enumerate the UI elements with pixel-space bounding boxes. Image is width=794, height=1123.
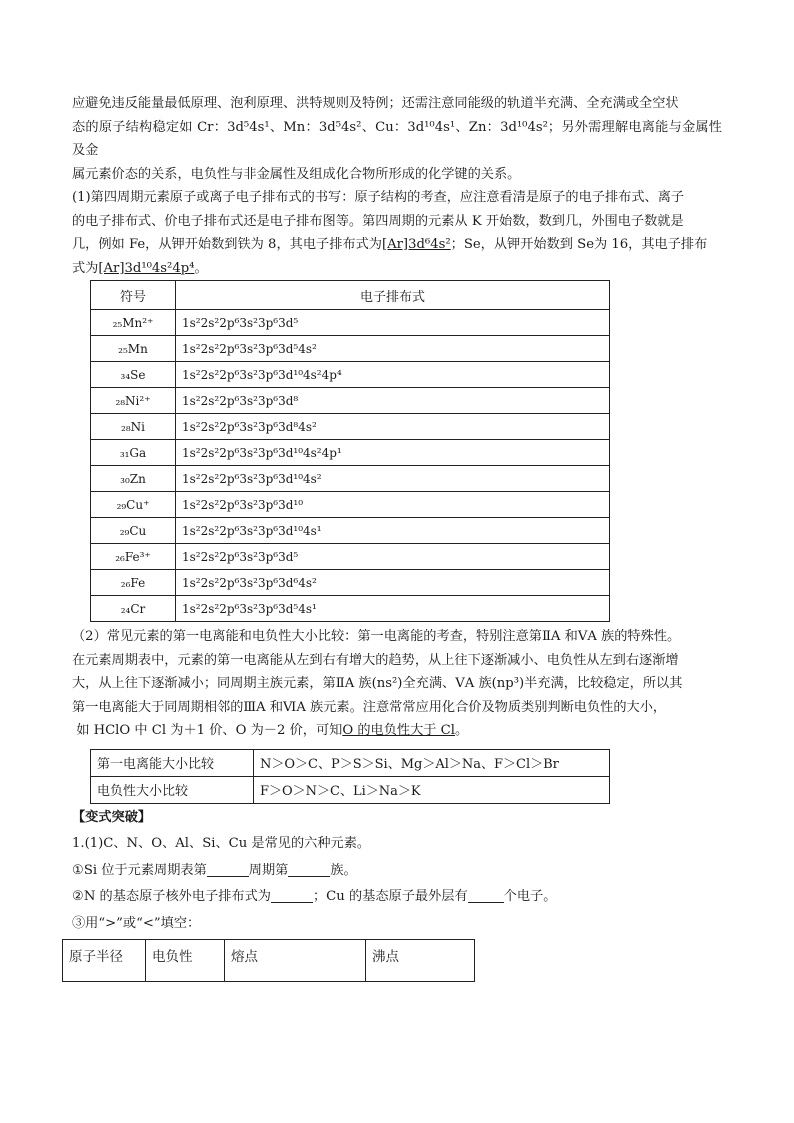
question-text: ；Cu 的基态原子最外层有 xyxy=(313,889,468,904)
section1-line-3 xyxy=(72,233,722,257)
configuration-cell: 1s²2s²2p⁶3s²3p⁶3d¹⁰4s²4p¹ xyxy=(176,440,610,466)
section1-line-2: 的电子排布式、价电子排布式还是电子排布图等。第四周期的元素从 K 开始数，数到几，外围电子数就是 xyxy=(72,213,684,229)
answer-blank-configuration[interactable] xyxy=(271,888,313,903)
comparison-value: F＞O＞N＞C、Li＞Na＞K xyxy=(254,776,610,803)
answer-blank-electrons[interactable] xyxy=(468,888,504,903)
intro-line-3: 属元素价态的关系，电负性与非金属性及组成化合物所形成的化学键的关系。 xyxy=(72,166,521,182)
section1-line-1: (1)第四周期元素原子或离子电子排布式的书写：原子结构的考查，应注意看清是原子的电子排布式、离子 xyxy=(72,190,685,205)
symbol-cell: ₂₈Ni²⁺ xyxy=(91,388,176,414)
comparison-label: 电负性大小比较 xyxy=(91,776,254,803)
section1-text: 几，例如 Fe，从钾开始数到铁为 8，其电子排布式为 xyxy=(72,237,382,252)
symbol-cell: ₂₅Mn xyxy=(91,336,176,362)
table-row xyxy=(63,940,475,982)
table-row xyxy=(91,466,610,492)
section2-line-1: （2）常见元素的第一电离能和电负性大小比较：第一电离能的考查，特别注意第ⅡA 和ⅤA 族的特殊性。 xyxy=(72,629,681,644)
header-atomic-radius: 原子半径 xyxy=(63,940,146,982)
section1-text: ；Se，从钾开始数到 Se为 16，其电子排布 xyxy=(450,237,708,252)
symbol-cell: ₂₉Cu⁺ xyxy=(91,492,176,518)
exercise-question-1c: ③用“>”或“<”填空： xyxy=(72,915,201,931)
electron-configuration-table xyxy=(90,280,610,622)
configuration-cell: 1s²2s²2p⁶3s²3p⁶3d¹⁰4s²4p⁴ xyxy=(176,362,610,388)
configuration-cell: 1s²2s²2p⁶3s²3p⁶3d¹⁰4s¹ xyxy=(176,518,610,544)
exercise-question-1: 1.(1)C、N、O、Al、Si、Cu 是常见的六种元素。 xyxy=(72,836,371,851)
table-row xyxy=(91,362,610,388)
header-electronegativity: 电负性 xyxy=(146,940,225,982)
symbol-cell: ₂₅Mn²⁺ xyxy=(91,310,176,336)
section2-line-2: 在元素周期表中，元素的第一电离能从左到右有增大的趋势，从上往下逐渐减小、电负性从左到右逐渐增 xyxy=(72,652,679,668)
symbol-cell: ₂₆Fe xyxy=(91,570,176,596)
table-row xyxy=(91,336,610,362)
configuration-cell: 1s²2s²2p⁶3s²3p⁶3d⁵4s² xyxy=(176,336,610,362)
table-row xyxy=(91,518,610,544)
table-row xyxy=(91,388,610,414)
se-configuration: [Ar]3d¹⁰4s²4p⁴ xyxy=(98,260,195,276)
table-row xyxy=(91,749,610,776)
comparison-label: 第一电离能大小比较 xyxy=(91,749,254,776)
fe-configuration: [Ar]3d⁶4s² xyxy=(381,237,451,252)
section1-text: 。 xyxy=(194,260,208,276)
configuration-cell: 1s²2s²2p⁶3s²3p⁶3d⁸ xyxy=(176,388,610,414)
table-row xyxy=(91,570,610,596)
intro-line-1: 应避免违反能量最低原理、泡利原理、洪特规则及特例；还需注意同能级的轨道半充满、全充满或全空状 xyxy=(72,96,679,111)
question-text: ②N 的基态原子核外电子排布式为 xyxy=(72,889,271,904)
configuration-cell: 1s²2s²2p⁶3s²3p⁶3d⁶4s² xyxy=(176,570,610,596)
section1-line-4 xyxy=(72,257,722,281)
symbol-cell: ₂₄Cr xyxy=(91,596,176,622)
table-row xyxy=(91,440,610,466)
table-row xyxy=(91,310,610,336)
configuration-cell: 1s²2s²2p⁶3s²3p⁶3d⁵ xyxy=(176,310,610,336)
question-text: 个电子。 xyxy=(503,889,557,904)
section2-text: 如 HClO 中 Cl 为＋1 价、O 为－2 价，可知 xyxy=(76,723,343,738)
intro-line-2: 态的原子结构稳定如 Cr：3d⁵4s¹、Mn：3d⁵4s²、Cu：3d¹⁰4s¹、Zn：3d¹⁰4s²；另外需理解电离能与金属性及金 xyxy=(72,119,722,158)
header-configuration: 电子排布式 xyxy=(176,281,610,310)
section2-line-5 xyxy=(72,719,722,743)
symbol-cell: ₃₀Zn xyxy=(91,466,176,492)
symbol-cell: ₃₁Ga xyxy=(91,440,176,466)
section2-line-4: 第一电离能大于同周期相邻的ⅢA 和ⅥA 族元素。注意常常应用化合价及物质类别判断电负性的大小， xyxy=(72,699,667,715)
question-text: ①Si 位于元素周期表第 xyxy=(72,862,207,878)
comparison-value: N＞O＞C、P＞S＞Si、Mg＞Al＞Na、F＞Cl＞Br xyxy=(254,749,610,776)
exercise-question-1a xyxy=(72,859,722,883)
header-boiling-point: 沸点 xyxy=(366,940,475,982)
question-text: 周期第 xyxy=(248,862,289,878)
table-row xyxy=(91,596,610,622)
configuration-cell: 1s²2s²2p⁶3s²3p⁶3d⁸4s² xyxy=(176,414,610,440)
configuration-cell: 1s²2s²2p⁶3s²3p⁶3d⁵ xyxy=(176,544,610,570)
table-row xyxy=(91,414,610,440)
symbol-cell: ₂₉Cu xyxy=(91,518,176,544)
answer-table xyxy=(62,939,475,982)
table-row xyxy=(91,544,610,570)
section2-text: 。 xyxy=(454,723,469,738)
symbol-cell: ₂₆Fe³⁺ xyxy=(91,544,176,570)
section1-text: 式为 xyxy=(72,260,99,276)
header-symbol: 符号 xyxy=(91,281,176,310)
configuration-cell: 1s²2s²2p⁶3s²3p⁶3d¹⁰ xyxy=(176,492,610,518)
section2-line-3: 大，从上往下逐渐减小；同周期主族元素，第ⅡA 族(ns²)全充满、ⅤA 族(np³)半充满，比较稳定，所以其 xyxy=(72,676,683,691)
table-header-row xyxy=(91,281,610,310)
symbol-cell: ₂₈Ni xyxy=(91,414,176,440)
exercise-heading: 【变式突破】 xyxy=(72,809,152,825)
exercise-question-1b xyxy=(72,885,722,909)
document-page xyxy=(69,92,722,982)
configuration-cell: 1s²2s²2p⁶3s²3p⁶3d¹⁰4s² xyxy=(176,466,610,492)
question-text: 族。 xyxy=(330,862,357,878)
header-melting-point: 熔点 xyxy=(225,940,366,982)
table-row xyxy=(91,776,610,803)
table-row xyxy=(91,492,610,518)
comparison-table xyxy=(90,749,610,804)
electronegativity-conclusion: O 的电负性大于 Cl xyxy=(342,723,455,738)
symbol-cell: ₃₄Se xyxy=(91,362,176,388)
answer-blank-group[interactable] xyxy=(288,862,330,877)
configuration-cell: 1s²2s²2p⁶3s²3p⁶3d⁵4s¹ xyxy=(176,596,610,622)
answer-blank-period[interactable] xyxy=(207,862,249,877)
